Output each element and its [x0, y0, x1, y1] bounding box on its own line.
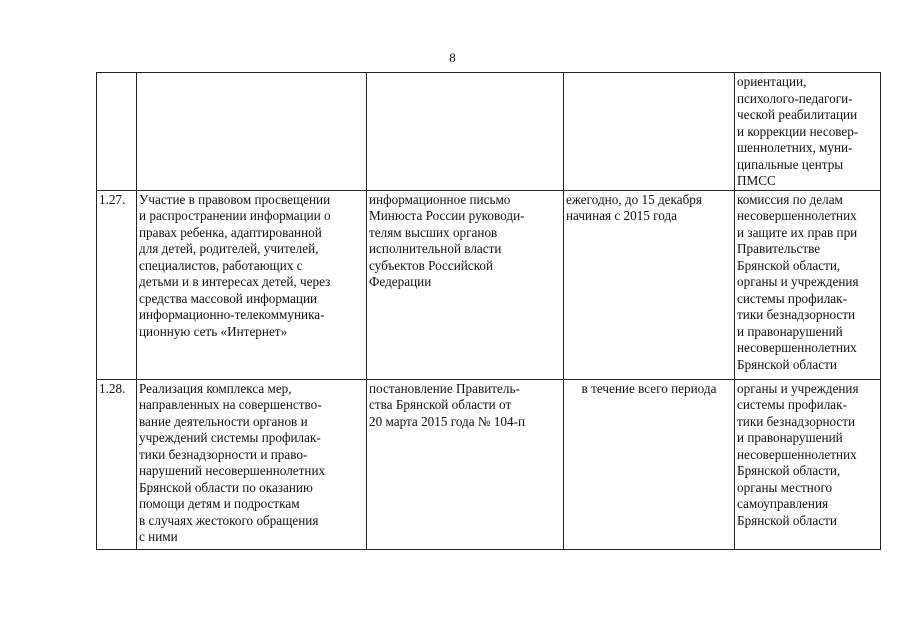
- executors-cell: ориентации, психолого-педагоги- ческой реабилитации и коррекции несовер- шеннолетних, муни- ципальные центры ПМСС: [735, 73, 881, 191]
- document-cell: информационное письмо Минюста России руководи- телям высших органов исполнительной власти субъектов Российской Федерации: [367, 190, 564, 379]
- event-cell: Участие в правовом просвещении и распространении информации о правах ребенка, адаптированной для детей, родителей, учителей, специалистов, работающих с детьми и в интересах детей, через средства массовой информации информационно-телекоммуника- ционную сеть «Интернет»: [137, 190, 367, 379]
- document-cell: постановление Правитель- ства Брянской области от 20 марта 2015 года № 104-п: [367, 379, 564, 549]
- item-number-cell: 1.28.: [97, 379, 137, 549]
- term-cell: ежегодно, до 15 декабря начиная с 2015 года: [564, 190, 735, 379]
- event-cell: [137, 73, 367, 191]
- item-number-cell: 1.27.: [97, 190, 137, 379]
- table-row: [97, 73, 881, 191]
- executors-cell: комиссия по делам несовершеннолетних и защите их прав при Правительстве Брянской области, органы и учреждения системы профилак- тики безнадзорности и правонарушений несовершеннолетних Брянской области: [735, 190, 881, 379]
- page-number: 8: [449, 50, 456, 65]
- measures-table: [96, 72, 881, 550]
- term-cell: [564, 73, 735, 191]
- event-cell: Реализация комплекса мер, направленных на совершенство- вание деятельности органов и учреждений системы профилак- тики безнадзорности и право- нарушений несовершеннолетних Брянской области по оказанию помощи детям и подросткам в случаях жестокого обращения с ними: [137, 379, 367, 549]
- term-cell: в течение всего периода: [564, 379, 735, 549]
- table-row: [97, 190, 881, 379]
- item-number-cell: [97, 73, 137, 191]
- document-cell: [367, 73, 564, 191]
- executors-cell: органы и учреждения системы профилак- тики безнадзорности и правонарушений несовершеннолетних Брянской области, органы местного самоуправления Брянской области: [735, 379, 881, 549]
- table-row: [97, 379, 881, 549]
